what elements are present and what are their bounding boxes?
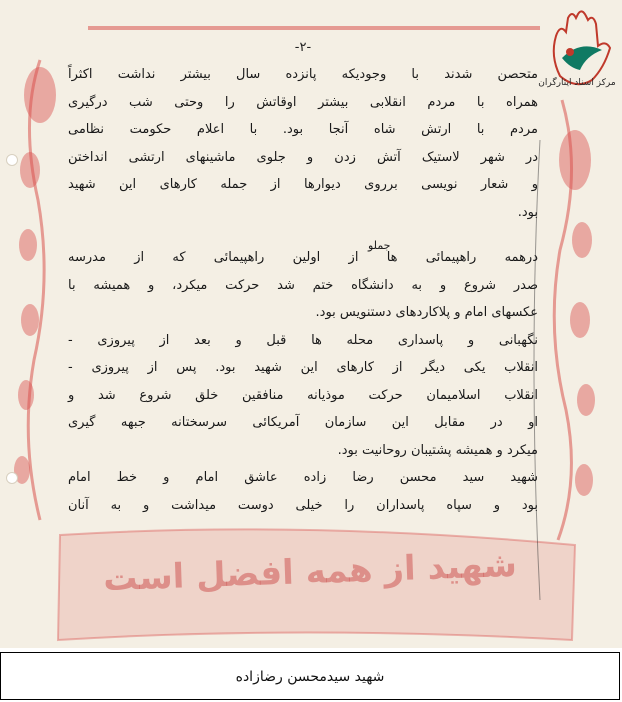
right-drop-4 xyxy=(575,464,593,496)
text-line: انقلاب یکی دیگر از کارهای این شهید بود. پس از پیروزی - xyxy=(68,360,538,375)
right-drop-3 xyxy=(577,384,595,416)
punch-hole xyxy=(6,154,18,166)
right-tulip-1 xyxy=(559,130,591,190)
left-drop-1 xyxy=(20,152,40,188)
text-line: در شهر لاستیک آتش زدن و جلوی ماشینهای ارتشی انداختن xyxy=(68,149,538,165)
text-line: جملو درهمه راهپیمائی ها از اولین راهپیمائی که از مدرسه xyxy=(68,244,538,272)
text-line: شهید سید محسن رضا زاده عاشق امام و خط امام xyxy=(68,470,538,485)
text-line: صدر شروع و به دانشگاه ختم شد حرکت میکرد، و همیشه با xyxy=(68,277,538,293)
text-line: عکسهای امام و پلاکاردهای دستنویس بود. xyxy=(315,305,538,320)
text-line: انقلاب اسلامیمان حرکت موذیانه منافقین خلق شروع شد و xyxy=(68,387,538,403)
text-line: میکرد و همیشه پشتیبان روحانیت بود. xyxy=(337,442,538,458)
text-line: همراه با مردم انقلابی بیشتر اوقاتش را وحتی شب درگیری xyxy=(68,94,538,110)
text-line: او در مقابل این سازمان آمریکائی سرسختانه جبهه گیری xyxy=(68,415,538,430)
right-drop-2 xyxy=(570,302,590,338)
left-vine xyxy=(28,60,44,520)
page-number: -۲- xyxy=(294,40,312,55)
caption-text: شهید سیدمحسن رضازاده xyxy=(235,669,385,685)
text-line: بود. xyxy=(517,204,538,220)
text-line: نگهبانی و پاسداری محله ها قبل و بعد از پیروزی - xyxy=(68,332,538,348)
text-line: متحصن شدند با وجودیکه پانزده سال بیشتر نداشت اکثراً xyxy=(68,67,538,82)
right-drop-1 xyxy=(572,222,592,258)
text-line: و شعار نویسی برروی دیوارها از جمله کارهای این شهید xyxy=(68,177,538,192)
left-drop-3 xyxy=(21,304,39,336)
banner-slogan: شهید از همه افضل است xyxy=(102,544,518,600)
handwritten-insertion: جملو xyxy=(368,239,391,252)
logo-text: مرکز اسناد ایثارگران xyxy=(538,78,616,88)
left-drop-4 xyxy=(18,380,34,410)
text-line: مردم با ارتش شاه آنجا بود. با اعلام حکومت نظامی xyxy=(68,122,538,137)
page-body xyxy=(68,40,538,519)
left-tulip-1 xyxy=(24,67,56,123)
left-drop-2 xyxy=(19,229,37,261)
text-line: بود و سپاه پاسداران را خیلی دوست میداشت و به آنان xyxy=(68,497,538,513)
punch-hole xyxy=(6,472,18,484)
caption-box xyxy=(0,652,620,700)
